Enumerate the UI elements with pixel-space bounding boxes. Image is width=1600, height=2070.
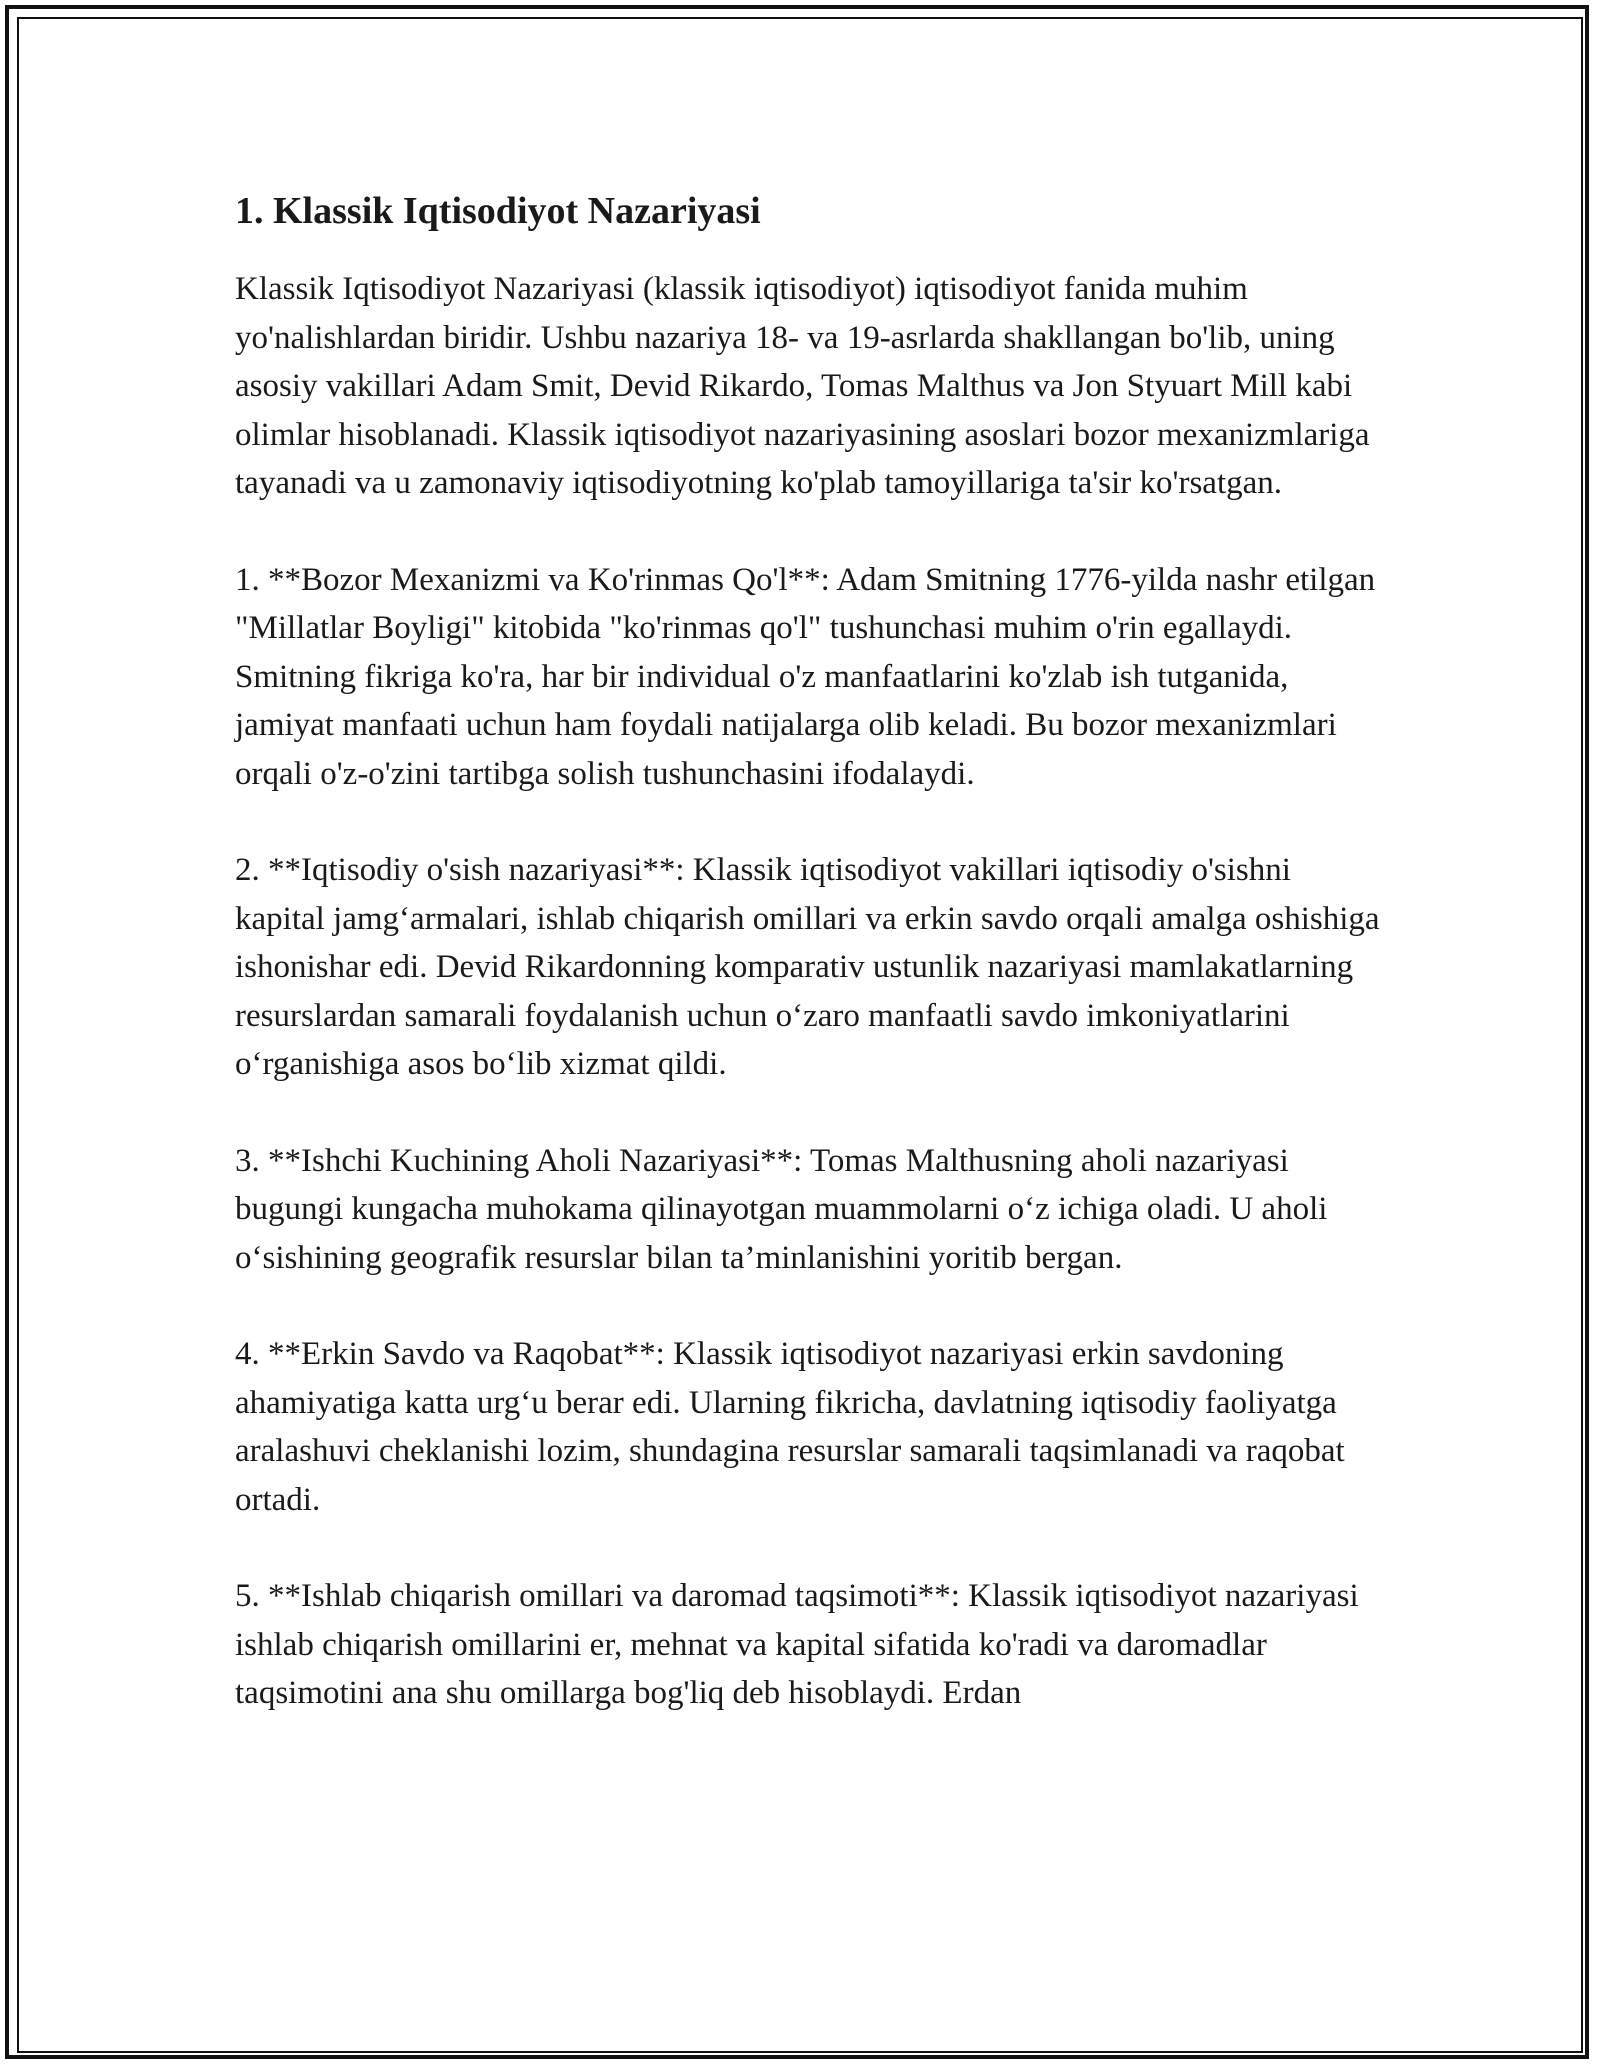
document-page <box>235 185 1385 1718</box>
list-item-paragraph: 2. **Iqtisodiy o'sish nazariyasi**: Klassik iqtisodiyot vakillari iqtisodiy o'sishni kapital jamg‘armalari, ishlab chiqarish omillari va erkin savdo orqali amalga oshishiga ishonishar edi. Devid Rikardonning komparativ ustunlik nazariyasi mamlakatlarning resurslardan samarali foydalanish uchun o‘zaro manfaatli savdo imkoniyatlarini o‘rganishiga asos bo‘lib xizmat qildi. <box>235 852 1380 1082</box>
intro-paragraph: Klassik Iqtisodiyot Nazariyasi (klassik iqtisodiyot) iqtisodiyot fanida muhim yo'nalishlardan biridir. Ushbu nazariya 18- va 19-asrlarda shakllangan bo'lib, uning asosiy vakillari Adam Smit, Devid Rikardo, Tomas Malthus va Jon Styuart Mill kabi olimlar hisoblanadi. Klassik iqtisodiyot nazariyasining asoslari bozor mexanizmlariga tayanadi va u zamonaviy iqtisodiyotning ko'plab tamoyillariga ta'sir ko'rsatgan. <box>235 271 1370 501</box>
list-item-paragraph: 1. **Bozor Mexanizmi va Ko'rinmas Qo'l**: Adam Smitning 1776-yilda nashr etilgan "Millatlar Boyligi" kitobida "ko'rinmas qo'l" tushunchasi muhim o'rin egallaydi. Smitning fikriga ko'ra, har bir individual o'z manfaatlarini ko'zlab ish tutganida, jamiyat manfaati uchun ham foydali natijalarga olib keladi. Bu bozor mexanizmlari orqali o'z-o'zini tartibga solish tushunchasini ifodalaydi. <box>235 561 1376 792</box>
section-heading: 1. Klassik Iqtisodiyot Nazariyasi <box>235 190 761 232</box>
list-item-paragraph: 3. **Ishchi Kuchining Aholi Nazariyasi**: Tomas Malthusning aholi nazariyasi bugungi kungacha muhokama qilinayotgan muammolarni o‘z ichiga oladi. U aholi o‘sishining geografik resurslar bilan ta’minlanishini yoritib bergan. <box>235 1142 1328 1276</box>
list-item-paragraph: 4. **Erkin Savdo va Raqobat**: Klassik iqtisodiyot nazariyasi erkin savdoning ahamiyatiga katta urg‘u berar edi. Ularning fikricha, davlatning iqtisodiy faoliyatga aralashuvi cheklanishi lozim, shundagina resurslar samarali taqsimlanadi va raqobat ortadi. <box>235 1336 1345 1518</box>
list-item-paragraph: 5. **Ishlab chiqarish omillari va daromad taqsimoti**: Klassik iqtisodiyot nazariyasi ishlab chiqarish omillarini er, mehnat va kapital sifatida ko'radi va daromadlar taqsimotini ana shu omillarga bog'liq deb hisoblaydi. Erdan <box>235 1578 1359 1711</box>
